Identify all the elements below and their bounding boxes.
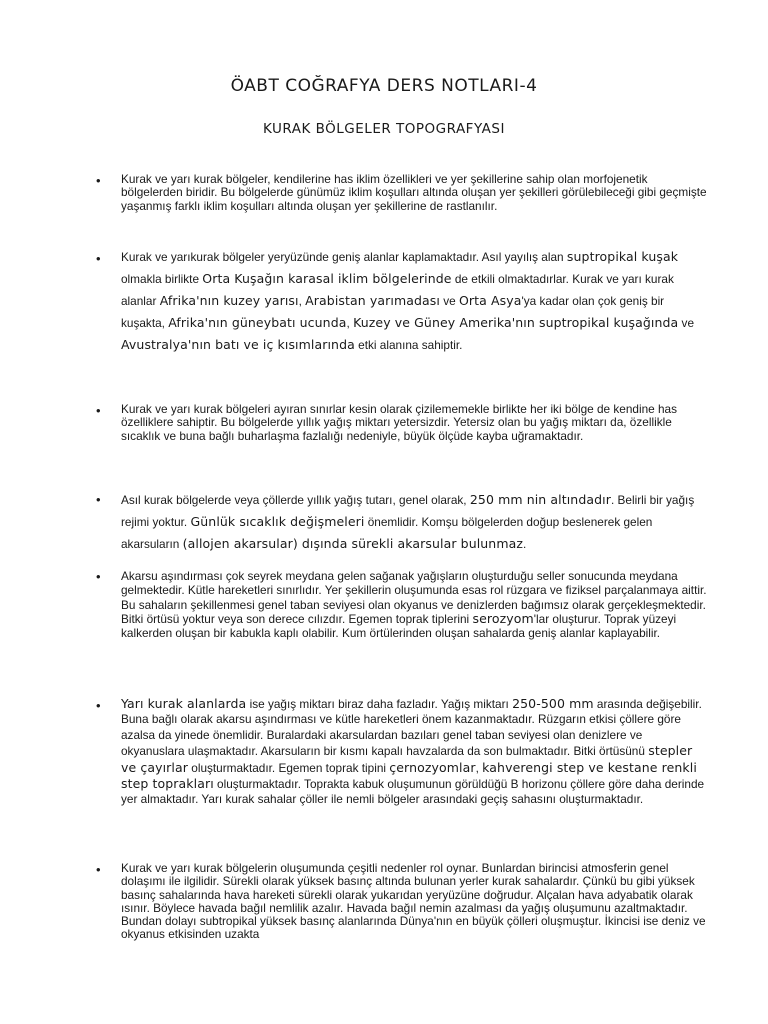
highlight-phrase: suptropikal kuşak [566, 249, 679, 264]
paragraph-text: Kurak ve yarıkurak bölgeler yeryüzünde geniş alanlar kaplamaktadır. Asıl yayılış alan [121, 250, 567, 264]
paragraph-1 [121, 173, 709, 213]
bullet-icon: • [96, 862, 101, 877]
highlight-phrase: Yarı kurak alanlarda [121, 696, 247, 711]
highlight-phrase: 250 mm nin altındadır [469, 492, 611, 507]
highlight-phrase: çernozyomlar [389, 759, 476, 775]
highlight-phrase: stepler ve çayırlar [121, 743, 693, 775]
paragraph-text: ise yağış miktarı biraz daha fazladır. Yağış miktarı [246, 697, 513, 711]
paragraph-text: Kurak ve yarı kurak bölgeler, kendilerine has iklim özellikleri ve yer şekillerine sahip olan morfojenetik bölgelerden biridir. Bu bölgelerde günümüz iklim koşulları altında oluşan yer şekilleri görülebileceği gibi geçmişte yaşanmış farklı iklim koşulları altında oluşan yer şekillerine de rastlanılır. [121, 172, 707, 213]
paragraph-7 [121, 862, 709, 942]
page-title: ÖABT COĞRAFYA DERS NOTLARI-4 [230, 76, 538, 96]
highlight-phrase: Afrika'nın kuzey yarısı [159, 293, 299, 308]
section-title: KURAK BÖLGELER TOPOGRAFYASI [263, 121, 505, 137]
paragraph-text: Asıl kurak bölgelerde veya çöllerde yıllık yağış tutarı, genel olarak, [121, 493, 470, 507]
paragraph-text: Kurak ve yarı kurak bölgeleri ayıran sınırlar kesin olarak çizilememekle birlikte her iki bölge de kendine has özelliklere sahiptir. Bu bölgelerde yıllık yağış miktarı yetersizdir. Yetersiz olan bu yağış miktarı da, özellikle sıcaklık ve buna bağlı buharlaşma fazlalığı nedeniyle, büyük ölçüde kayba uğramaktadır. [121, 402, 678, 443]
paragraph-text: , [346, 316, 354, 330]
paragraph-text: ve [678, 316, 695, 330]
paragraph-text: , [298, 294, 306, 308]
paragraph-text: . [523, 537, 527, 551]
paragraph-text: Akarsu aşındırması çok seyrek meydana gelen sağanak yağışların oluşturduğu seller sonucunda meydana gelmektedir. Kütle hareketleri sınırlıdır. Yer şekillerin oluşumunda esas rol rüzgara ve fiziksel parçalanmaya aittir. Bu sahaların şekillenmesi genel taban seviyesi olan okyanus ve denizlerden bağımsız olarak gerçekleşmektedir. Bitki örtüsü yoktur veya son derece cılızdır. Egemen toprak tiplerini [121, 569, 707, 626]
paragraph-text: etki alanına sahiptir. [354, 338, 463, 352]
paragraph-3 [121, 403, 709, 443]
bullet-icon: • [96, 403, 101, 418]
paragraph-text: de etkili olmaktadırlar. Kurak ve yarı kurak alanlar [121, 272, 674, 308]
highlight-phrase: serozyom [472, 610, 534, 626]
paragraph-text: oluşturmaktadır. Egemen toprak tipini [187, 760, 390, 775]
highlight-phrase: (allojen akarsular) dışında sürekli akarsular bulunmaz [182, 536, 524, 551]
paragraph-text: oluşturmaktadır. Toprakta kabuk oluşumunun görüldüğü B horizonu çöllere göre daha derinde yer almaktadır. Yarı kurak sahalar çöller ile nemli bölgeler arasındaki geçiş sahasını oluşturmaktadır. [121, 777, 705, 807]
paragraph-text: 'lar oluşturur. Toprak yüzeyi kalkerden oluşan bir kabukla kaplı olabilir. Kum örtülerinden oluşan sahalarda geniş alanlar kaplayabilir. [121, 611, 677, 641]
paragraph-text: arasında değişebilir. Buna bağlı olarak akarsu aşındırması ve kütle hareketleri önem kazanmaktadır. Rüzgarın etkisi çöllere göre azalsa da yinede önemlidir. Buralardaki akarsulardan bazıları genel taban seviyesi olan denizlere ve okyanuslara ulaşmaktadır. Akarsuların bir kısmı kapalı havzalarda da son bulmaktadır. Bitki örtüsünü [121, 697, 702, 759]
highlight-phrase: Orta Asya [458, 293, 522, 308]
highlight-phrase: Afrika'nın güneybatı ucunda [168, 315, 347, 330]
highlight-phrase: Orta Kuşağın karasal iklim bölgelerinde [202, 271, 452, 286]
paragraph-2 [121, 246, 709, 356]
bullet-icon: • [96, 492, 101, 507]
bullet-icon: • [96, 569, 101, 584]
paragraph-6 [121, 696, 709, 808]
paragraph-text: olmakla birlikte [121, 272, 203, 286]
highlight-phrase: Arabistan yarımadası [305, 293, 440, 308]
bullet-icon: • [96, 251, 101, 266]
highlight-phrase: Günlük sıcaklık değişmeleri [190, 514, 365, 529]
bullet-icon: • [96, 698, 101, 713]
paragraph-4 [121, 489, 709, 555]
paragraph-text: 'ya kadar olan çok geniş bir kuşakta, [121, 294, 665, 330]
bullet-icon: • [96, 173, 101, 188]
paragraph-text: , [475, 760, 483, 775]
paragraph-5 [121, 569, 709, 640]
paragraph-text: . Belirli bir yağış rejimi yoktur. [121, 493, 695, 529]
highlight-phrase: Avustralya'nın batı ve iç kısımlarında [121, 337, 355, 352]
highlight-phrase: kahverengi step ve kestane renkli step toprakları [121, 759, 697, 792]
highlight-phrase: Kuzey ve Güney Amerika'nın suptropikal kuşağında [353, 315, 679, 330]
paragraph-text: Kurak ve yarı kurak bölgelerin oluşumunda çeşitli nedenler rol oynar. Bunlardan birincisi atmosferin genel dolaşımı ile ilgilidir. Sürekli olarak yüksek basınç altında bulunan yerler kurak sahalardır. Çünkü bu gibi yüksek basınç sahalarında hava hareketi sürekli olarak yukarıdan yeryüzüne doğrudur. Alçalan hava adyabatik olarak ısınır. Böylece havada bağıl nemlilik azalır. Havada bağıl nemin azalması da yağış oluşumunu azaltmaktadır. Bundan dolayı subtropikal yüksek basınç alanlarında Dünya'nın en büyük çölleri oluşmuştur. İkincisi ise deniz ve okyanus etkisinden uzakta [121, 861, 706, 942]
paragraph-text: ve [439, 294, 459, 308]
paragraph-text: önemlidir. Komşu bölgelerden doğup beslenerek gelen akarsuların [121, 515, 653, 551]
highlight-phrase: 250-500 mm [512, 696, 594, 711]
